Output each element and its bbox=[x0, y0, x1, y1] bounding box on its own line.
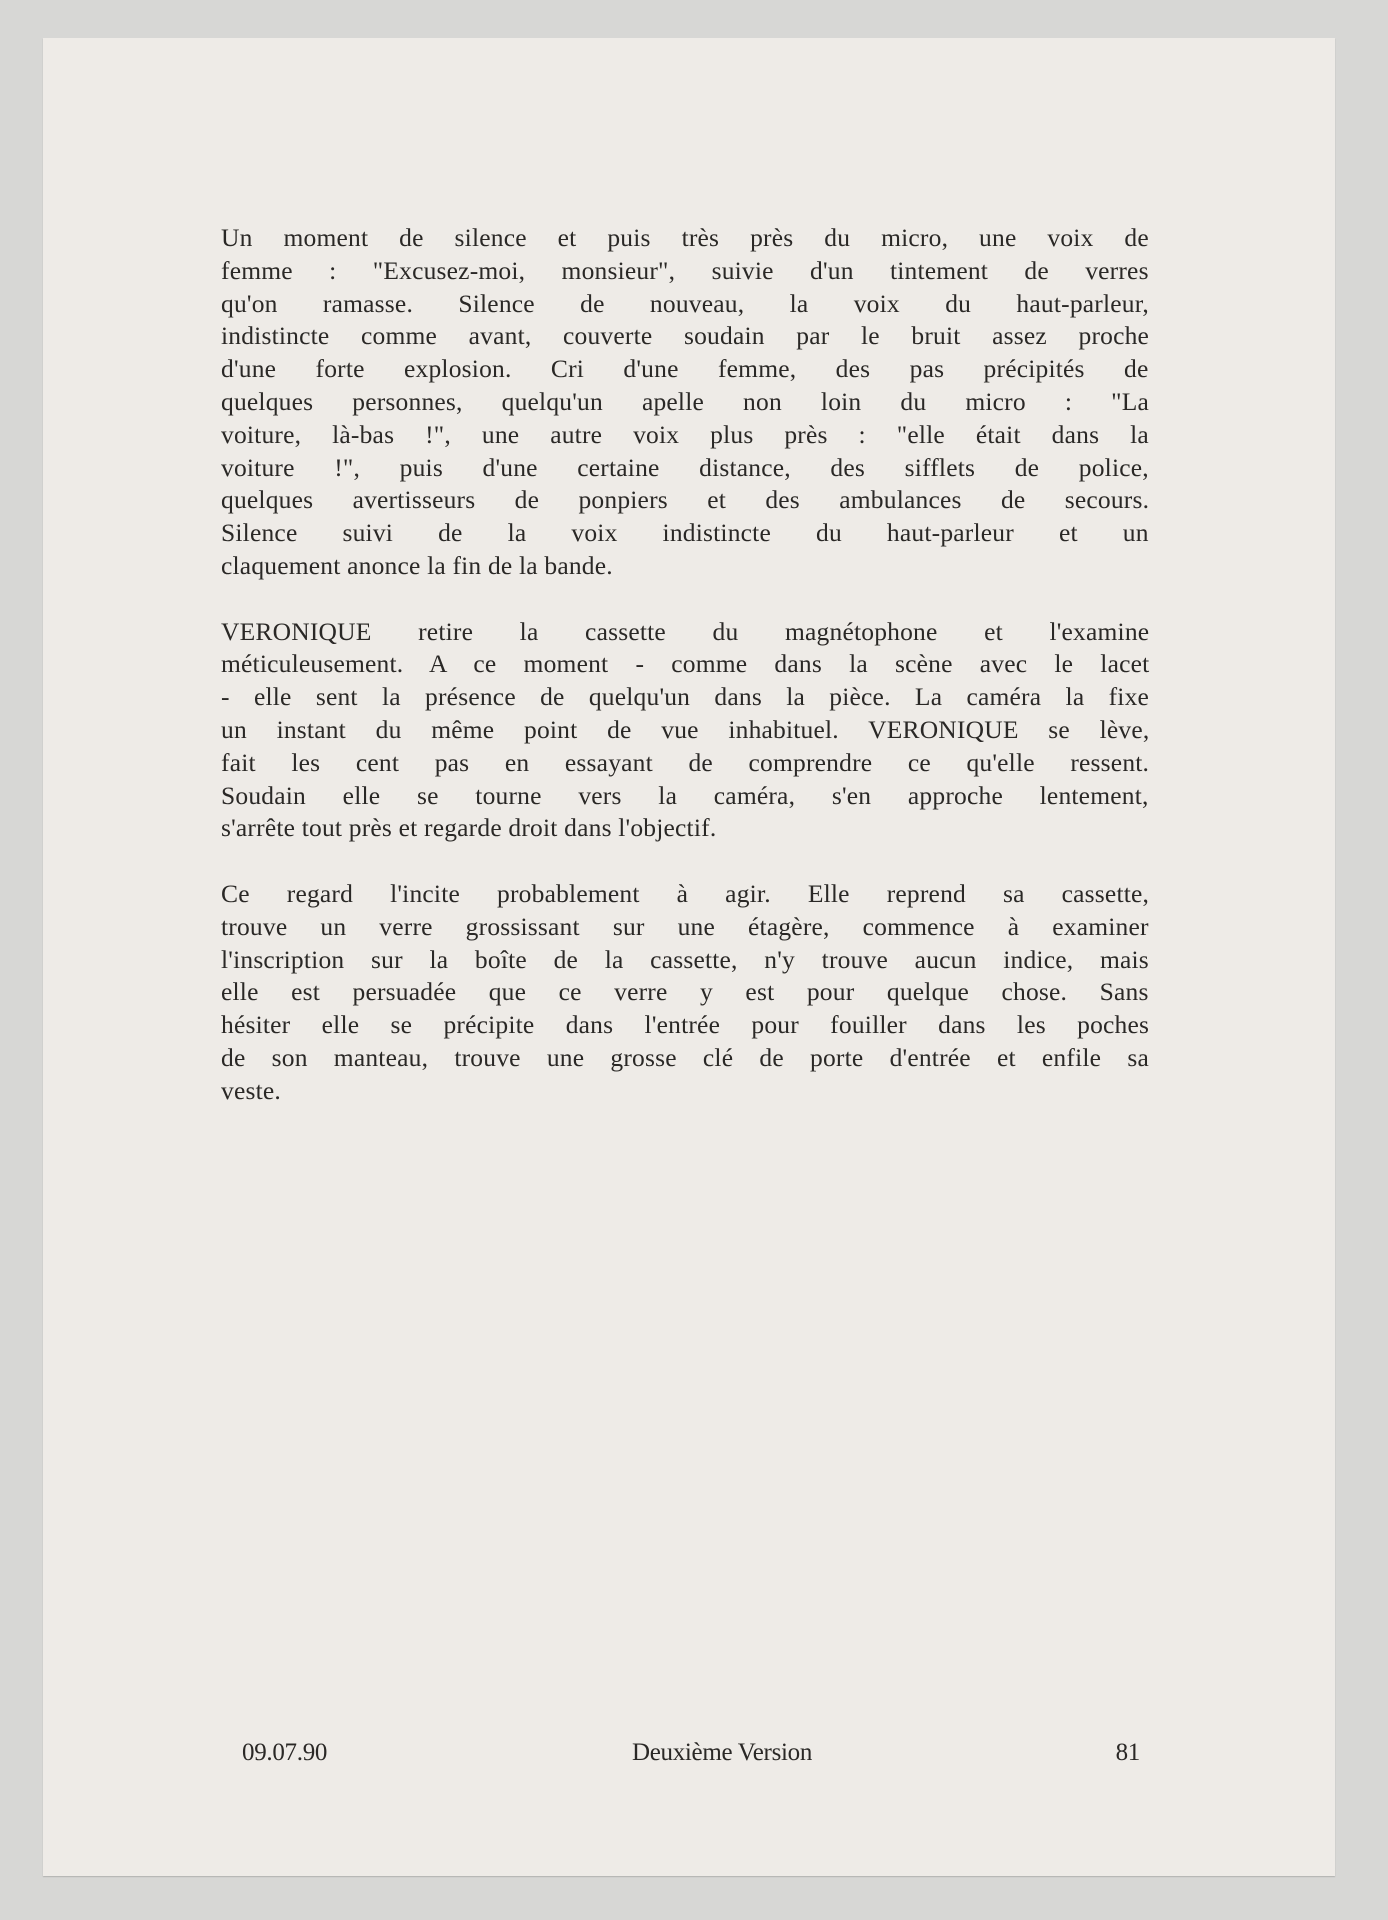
text-line: d'une forte explosion. Cri d'une femme, des pas précipités de bbox=[221, 354, 1149, 384]
text-line: claquement anonce la fin de la bande. bbox=[221, 550, 613, 580]
text-line: Silence suivi de la voix indistincte du haut-parleur et un bbox=[221, 518, 1149, 548]
text-line: trouve un verre grossissant sur une étagère, commence à examiner bbox=[221, 911, 1149, 941]
paragraph-2 bbox=[221, 616, 1149, 846]
text-line: un instant du même point de vue inhabituel. VERONIQUE se lève, bbox=[221, 714, 1150, 744]
text-line: femme : "Excusez-moi, monsieur", suivie d'un tintement de verres bbox=[221, 255, 1149, 285]
text-line: Un moment de silence et puis très près du micro, une voix de bbox=[221, 223, 1149, 252]
text-line: quelques avertisseurs de ponpiers et des ambulances de secours. bbox=[221, 485, 1150, 515]
footer-version: Deuxième Version bbox=[631, 1739, 813, 1766]
text-line: hésiter elle se précipite dans l'entrée pour fouiller dans les poches bbox=[221, 1010, 1150, 1040]
text-line: Ce regard l'incite probablement à agir. Elle reprend sa cassette, bbox=[221, 878, 1150, 908]
text-line: VERONIQUE retire la cassette du magnétophone et l'examine bbox=[221, 616, 1150, 646]
text-line: de son manteau, trouve une grosse clé de porte d'entrée et enfile sa bbox=[221, 1042, 1149, 1072]
text-line: méticuleusement. A ce moment - comme dans la scène avec le lacet bbox=[221, 649, 1150, 679]
text-line: voiture !", puis d'une certaine distance, des sifflets de police, bbox=[221, 452, 1149, 482]
paragraph-3 bbox=[221, 878, 1149, 1108]
document-body bbox=[221, 222, 1149, 1140]
text-line: indistincte comme avant, couverte soudain par le bruit assez proche bbox=[221, 321, 1150, 351]
text-line: - elle sent la présence de quelqu'un dans la pièce. La caméra la fixe bbox=[221, 682, 1150, 712]
text-line: voiture, là-bas !", une autre voix plus près : "elle était dans la bbox=[221, 419, 1149, 449]
text-line: quelques personnes, quelqu'un apelle non loin du micro : "La bbox=[221, 386, 1150, 416]
text-line: qu'on ramasse. Silence de nouveau, la voix du haut-parleur, bbox=[221, 288, 1149, 318]
text-line: veste. bbox=[221, 1075, 281, 1105]
paragraph-1 bbox=[221, 222, 1149, 583]
text-line: s'arrête tout près et regarde droit dans l'objectif. bbox=[221, 813, 717, 843]
footer-date: 09.07.90 bbox=[242, 1739, 328, 1766]
page-number: 81 bbox=[1115, 1739, 1140, 1766]
text-line: Soudain elle se tourne vers la caméra, s'en approche lentement, bbox=[221, 780, 1149, 810]
page-footer bbox=[0, 1737, 1388, 1769]
text-line: fait les cent pas en essayant de comprendre ce qu'elle ressent. bbox=[221, 747, 1150, 777]
text-line: elle est persuadée que ce verre y est pour quelque chose. Sans bbox=[221, 977, 1149, 1007]
text-line: l'inscription sur la boîte de la cassette, n'y trouve aucun indice, mais bbox=[221, 944, 1149, 974]
